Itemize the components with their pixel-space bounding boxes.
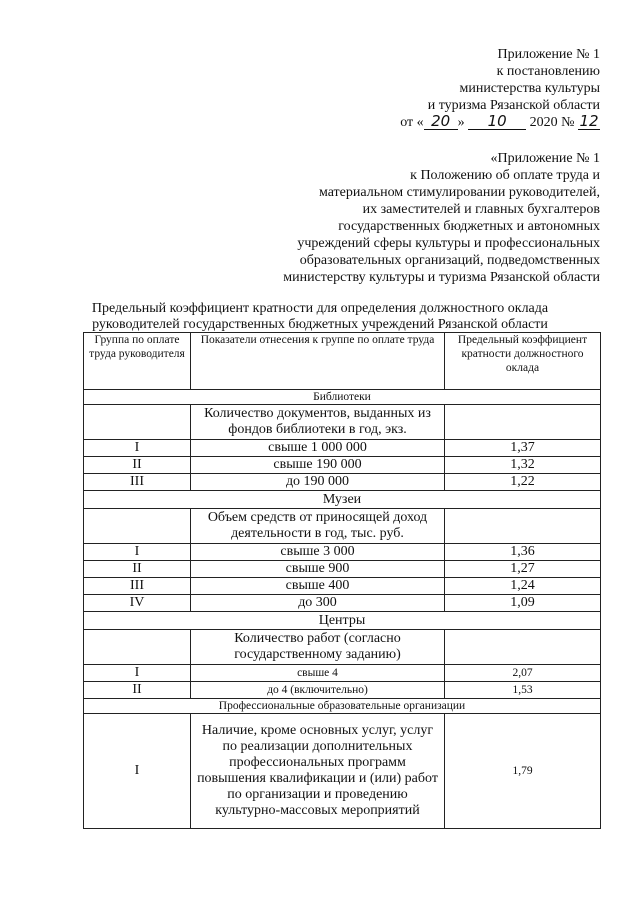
header-group: Группа по оплате труда руководителя (84, 333, 191, 390)
coef-cell: 1,36 (445, 544, 601, 561)
coef-cell: 1,53 (445, 682, 601, 699)
indicator-row (84, 509, 601, 544)
indicator-row (84, 630, 601, 665)
group-cell: II (84, 457, 191, 474)
criterion-cell: свыше 1 000 000 (191, 440, 445, 457)
coef-cell: 1,32 (445, 457, 601, 474)
date-year: 2020 (529, 115, 558, 130)
header-line-3: министерства культуры (459, 81, 600, 96)
coef-cell: 1,27 (445, 561, 601, 578)
table-row (84, 682, 601, 699)
coef-cell: 1,37 (445, 440, 601, 457)
coef-cell: 1,09 (445, 595, 601, 612)
group-cell: I (84, 440, 191, 457)
criterion-cell: свыше 900 (191, 561, 445, 578)
criterion-cell: до 190 000 (191, 474, 445, 491)
indicator-text: Объем средств от приносящей доход деятельности в год, тыс. руб. (191, 509, 445, 544)
table-row (84, 595, 601, 612)
annex-line: к Положению об оплате труда и (410, 168, 600, 183)
indicator-row (84, 405, 601, 440)
table-row (84, 714, 601, 829)
header-line-2: к постановлению (496, 64, 600, 79)
annex-line: министерству культуры и туризма Рязанской области (283, 270, 600, 285)
header-date-line (340, 114, 600, 131)
table-row (84, 544, 601, 561)
section-title: Центры (84, 612, 601, 630)
annex-line: образовательных организаций, подведомственных (299, 253, 600, 268)
annex-line: государственных бюджетных и автономных (338, 219, 600, 234)
criterion-cell: свыше 400 (191, 578, 445, 595)
annex-line: «Приложение № 1 (490, 151, 600, 166)
header-coefficient: Предельный коэффициент кратности должностного оклада (445, 333, 601, 390)
header-line-1: Приложение № 1 (497, 47, 600, 62)
group-cell: III (84, 474, 191, 491)
criterion-cell: до 300 (191, 595, 445, 612)
section-title: Библиотеки (84, 390, 601, 405)
section-row-professional (84, 699, 601, 714)
table-row (84, 440, 601, 457)
date-month-handwritten: 10 (468, 114, 526, 130)
table-row (84, 457, 601, 474)
criterion-cell: свыше 3 000 (191, 544, 445, 561)
table-title-line-1: Предельный коэффициент кратности для определения должностного оклада (91, 301, 549, 316)
date-day-handwritten: 20 (424, 114, 458, 130)
section-title: Профессиональные образовательные организации (84, 699, 601, 714)
group-cell: II (84, 682, 191, 699)
section-row-centers (84, 612, 601, 630)
section-row-museums (84, 491, 601, 509)
table-title (40, 301, 600, 333)
coef-cell: 1,22 (445, 474, 601, 491)
table-header-row (84, 333, 601, 390)
table-row (84, 561, 601, 578)
table-row (84, 474, 601, 491)
number-handwritten: 12 (579, 112, 599, 130)
coef-cell: 1,24 (445, 578, 601, 595)
criterion-cell: Наличие, кроме основных услуг, услуг по реализации дополнительных профессиональных программ повышения квалификации и (или) работ по организации и проведению культурно-массовых мероприятий (191, 714, 445, 829)
group-cell: II (84, 561, 191, 578)
indicator-text: Количество документов, выданных из фондов библиотеки в год, экз. (191, 405, 445, 440)
group-cell: I (84, 665, 191, 682)
indicator-text: Количество работ (согласно государственному заданию) (191, 630, 445, 665)
table-row (84, 665, 601, 682)
criterion-cell: свыше 190 000 (191, 457, 445, 474)
annex-line: материальном стимулировании руководителей, (318, 185, 600, 200)
criterion-cell: до 4 (включительно) (191, 682, 445, 699)
approval-header (340, 46, 600, 131)
group-cell: I (84, 544, 191, 561)
group-cell: IV (84, 595, 191, 612)
criterion-cell: свыше 4 (191, 665, 445, 682)
table-title-line-2: руководителей государственных бюджетных учреждений Рязанской области (92, 317, 548, 332)
annex-line: учреждений сферы культуры и профессиональных (297, 236, 600, 251)
section-row-libraries (84, 390, 601, 405)
table-row (84, 578, 601, 595)
coef-cell: 2,07 (445, 665, 601, 682)
coef-cell: 1,79 (445, 714, 601, 829)
section-title: Музеи (84, 491, 601, 509)
header-line-4: и туризма Рязанской области (427, 98, 600, 113)
annex-line: их заместителей и главных бухгалтеров (362, 202, 600, 217)
annex-reference (240, 150, 600, 286)
date-prefix: от « (400, 115, 424, 130)
group-cell: I (84, 714, 191, 829)
group-cell: III (84, 578, 191, 595)
header-indicators: Показатели отнесения к группе по оплате труда (191, 333, 445, 390)
number-label: № (561, 115, 575, 130)
date-sep: » (457, 115, 465, 130)
coefficient-table (83, 332, 601, 829)
